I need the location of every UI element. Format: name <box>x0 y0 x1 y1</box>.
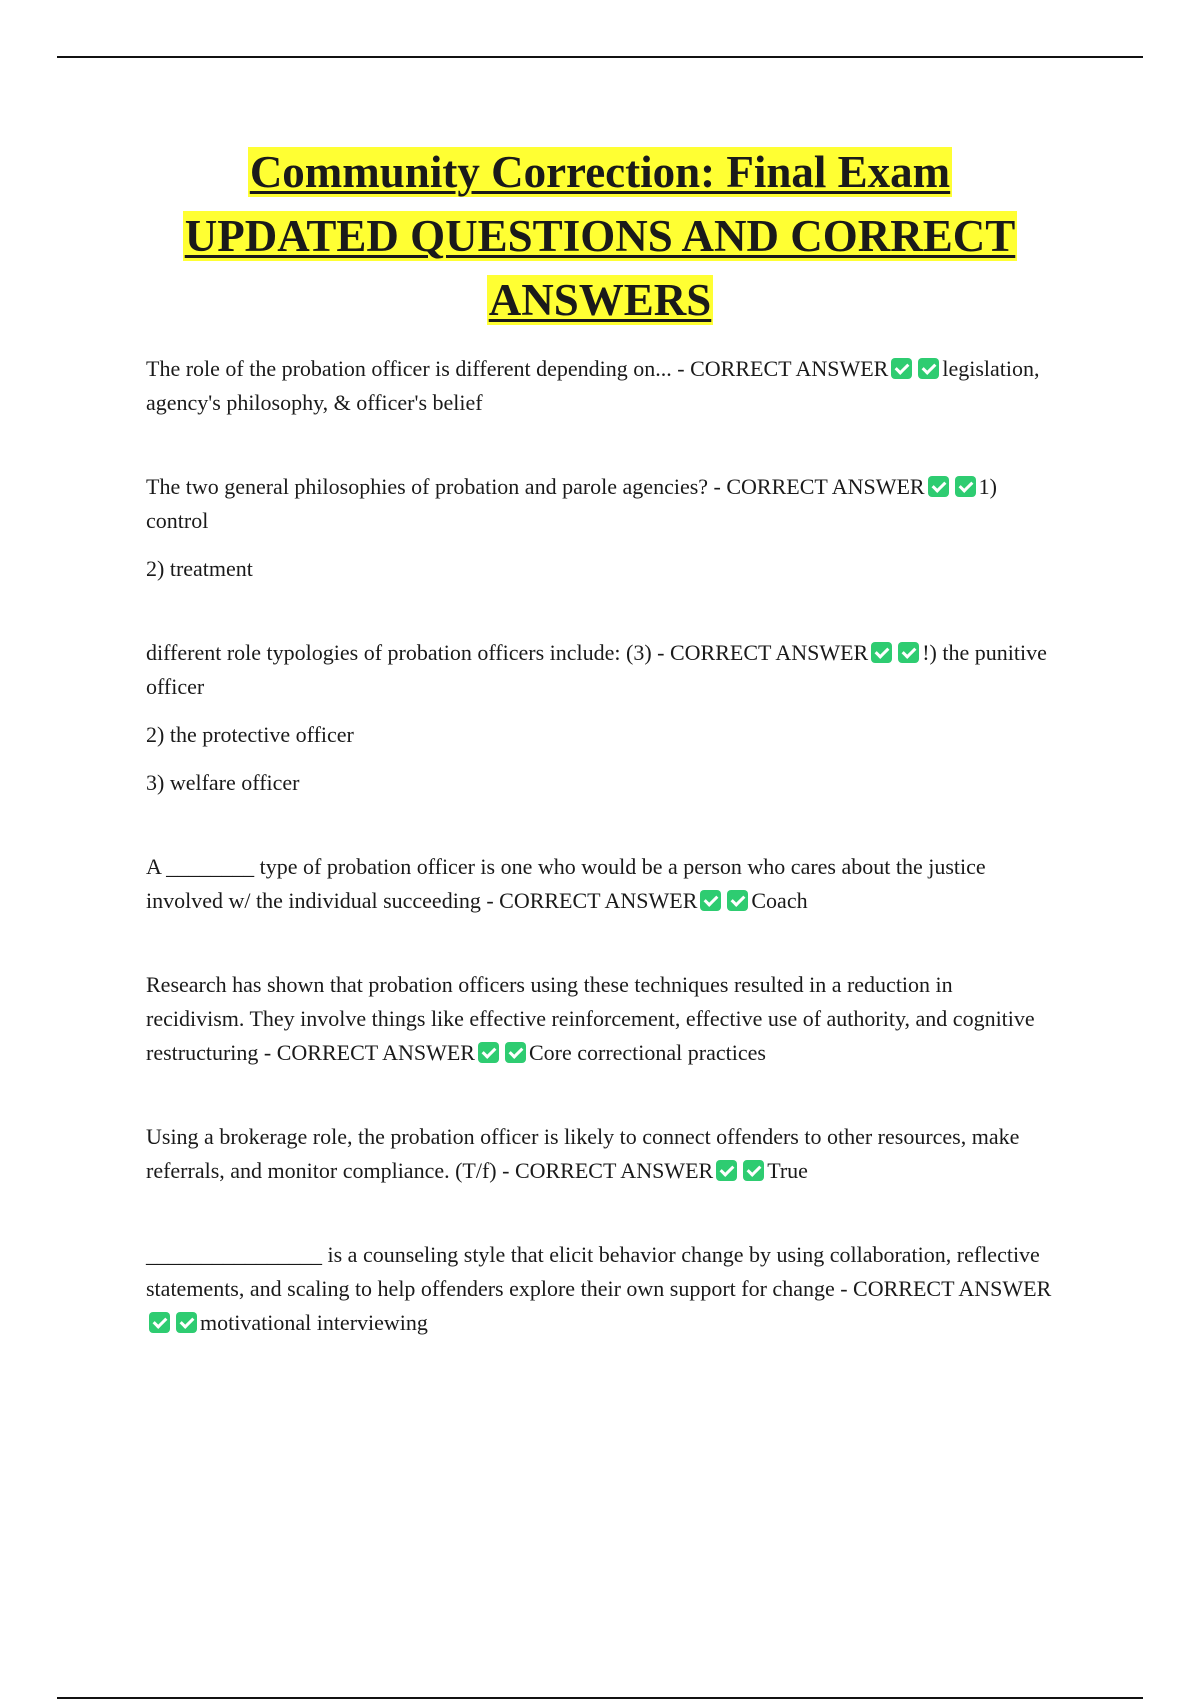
answer-text: motivational interviewing <box>200 1310 428 1335</box>
qa-paragraph <box>146 470 1056 538</box>
qa-list <box>146 352 1056 1354</box>
checkmark-icon <box>478 1042 499 1063</box>
question-text: A ________ type of probation officer is one who would be a person who cares about the justice involved w/ the individual succeeding - CORRECT ANSWER <box>146 854 986 913</box>
checkmark-icon <box>700 890 721 911</box>
answer-text: 1) control <box>146 474 997 533</box>
answer-extra-line: 2) treatment <box>146 556 253 581</box>
checkmark-icon <box>891 358 912 379</box>
qa-paragraph <box>146 636 1056 704</box>
question-text: The role of the probation officer is different depending on... - CORRECT ANSWER <box>146 356 889 381</box>
checkmark-icon <box>716 1160 737 1181</box>
top-rule <box>57 56 1143 58</box>
qa-item-4 <box>146 850 1056 918</box>
title-line-2: UPDATED QUESTIONS AND CORRECT <box>184 211 1016 261</box>
qa-paragraph <box>146 1120 1056 1188</box>
answer-text: Core correctional practices <box>528 1040 766 1065</box>
question-text: Using a brokerage role, the probation officer is likely to connect offenders to other resources, make referrals, and monitor compliance. (T/f) - CORRECT ANSWER <box>146 1124 1020 1183</box>
qa-item-2 <box>146 470 1056 586</box>
qa-item-6 <box>146 1120 1056 1188</box>
answer-text: !) the punitive officer <box>146 640 1047 699</box>
answer-text: True <box>767 1158 808 1183</box>
question-text: ________________ is a counseling style that elicit behavior change by using collaboration, reflective statements, and scaling to help offenders explore their own support for change - CORRECT ANSWER <box>146 1242 1052 1301</box>
checkmark-icon <box>743 1160 764 1181</box>
answer-text: Coach <box>751 888 808 913</box>
question-text: Research has shown that probation officers using these techniques resulted in a reduction in recidivism. They involve things like effective reinforcement, effective use of authority, and cognitive restructuring - CORRECT ANSWER <box>146 972 1035 1065</box>
qa-paragraph <box>146 352 1056 420</box>
answer-extra-line: 3) welfare officer <box>146 770 300 795</box>
answer-text: legislation, agency's philosophy, & officer's belief <box>146 356 1040 415</box>
answer-extra-line: 2) the protective officer <box>146 722 354 747</box>
qa-item-1 <box>146 352 1056 420</box>
checkmark-icon <box>505 1042 526 1063</box>
question-text: different role typologies of probation officers include: (3) - CORRECT ANSWER <box>146 640 869 665</box>
title-line-3: ANSWERS <box>488 275 712 325</box>
bottom-rule <box>57 1697 1143 1699</box>
checkmark-icon <box>176 1312 197 1333</box>
qa-paragraph <box>146 1238 1056 1340</box>
qa-paragraph <box>146 968 1056 1070</box>
qa-item-5 <box>146 968 1056 1070</box>
checkmark-icon <box>918 358 939 379</box>
checkmark-icon <box>928 476 949 497</box>
checkmark-icon <box>871 642 892 663</box>
qa-paragraph <box>146 850 1056 918</box>
checkmark-icon <box>149 1312 170 1333</box>
question-text: The two general philosophies of probation and parole agencies? - CORRECT ANSWER <box>146 474 925 499</box>
title-line-1: Community Correction: Final Exam <box>249 147 951 197</box>
checkmark-icon <box>727 890 748 911</box>
checkmark-icon <box>955 476 976 497</box>
checkmark-icon <box>898 642 919 663</box>
qa-item-7 <box>146 1238 1056 1340</box>
qa-item-3 <box>146 636 1056 800</box>
document-title <box>100 140 1100 332</box>
